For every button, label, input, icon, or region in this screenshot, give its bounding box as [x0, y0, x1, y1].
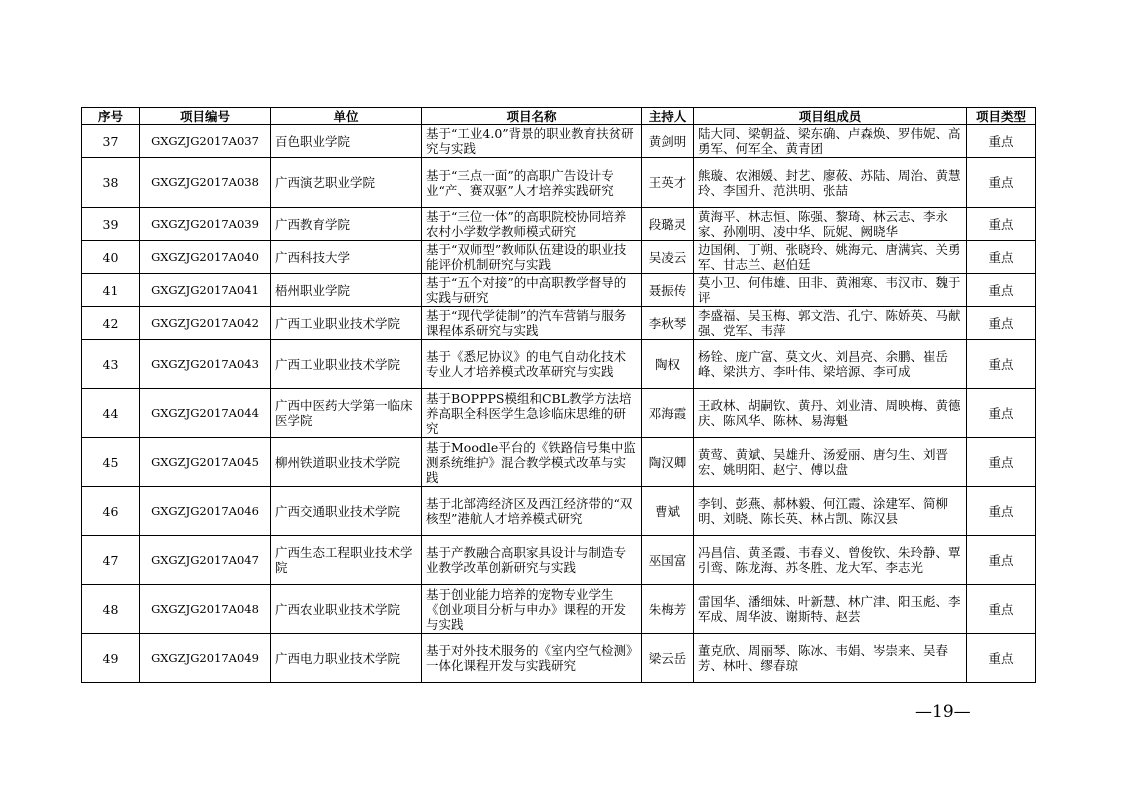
- cell-unit: 广西生态工程职业技术学院: [271, 536, 422, 585]
- page-number: —19—: [915, 702, 971, 722]
- table-row: [82, 158, 1036, 208]
- cell-members: 熊璇、农湘媛、封艺、廖莜、苏陆、周治、黄慧玲、李国升、范洪明、张喆: [694, 158, 967, 208]
- cell-no: 41: [82, 274, 140, 307]
- cell-no: 37: [82, 125, 140, 158]
- cell-no: 43: [82, 340, 140, 389]
- cell-host: 曹斌: [642, 487, 694, 536]
- table-row: [82, 241, 1036, 274]
- cell-host: 陶汉卿: [642, 438, 694, 487]
- cell-no: 44: [82, 389, 140, 438]
- cell-no: 38: [82, 158, 140, 208]
- cell-name: 基于产教融合高职家具设计与制造专业教学改革创新研究与实践: [422, 536, 642, 585]
- cell-host: 聂振传: [642, 274, 694, 307]
- table-row: [82, 274, 1036, 307]
- cell-code: GXGZJG2017A038: [140, 158, 271, 208]
- cell-name: 基于Moodle平台的《铁路信号集中监测系统维护》混合教学模式改革与实践: [422, 438, 642, 487]
- cell-host: 段璐灵: [642, 208, 694, 241]
- cell-code: GXGZJG2017A042: [140, 307, 271, 340]
- cell-unit: 广西交通职业技术学院: [271, 487, 422, 536]
- cell-name: 基于“双师型”教师队伍建设的职业技能评价机制研究与实践: [422, 241, 642, 274]
- cell-code: GXGZJG2017A039: [140, 208, 271, 241]
- cell-members: 冯昌信、黄圣霞、韦春义、曾俊钦、朱玲静、覃引鸾、陈龙海、苏冬胜、龙大军、李志光: [694, 536, 967, 585]
- cell-no: 49: [82, 634, 140, 683]
- cell-host: 朱梅芳: [642, 585, 694, 634]
- cell-type: 重点: [967, 438, 1036, 487]
- cell-unit: 广西工业职业技术学院: [271, 340, 422, 389]
- cell-unit: 广西演艺职业学院: [271, 158, 422, 208]
- cell-unit: 广西电力职业技术学院: [271, 634, 422, 683]
- cell-unit: 广西工业职业技术学院: [271, 307, 422, 340]
- cell-unit: 广西农业职业技术学院: [271, 585, 422, 634]
- table-row: [82, 634, 1036, 683]
- cell-code: GXGZJG2017A044: [140, 389, 271, 438]
- cell-type: 重点: [967, 158, 1036, 208]
- cell-no: 47: [82, 536, 140, 585]
- cell-type: 重点: [967, 634, 1036, 683]
- header-name: 项目名称: [422, 108, 642, 125]
- cell-host: 梁云岳: [642, 634, 694, 683]
- cell-code: GXGZJG2017A048: [140, 585, 271, 634]
- cell-host: 李秋琴: [642, 307, 694, 340]
- cell-type: 重点: [967, 307, 1036, 340]
- cell-unit: 广西中医药大学第一临床医学院: [271, 389, 422, 438]
- header-members: 项目组成员: [694, 108, 967, 125]
- table-row: [82, 340, 1036, 389]
- cell-members: 李钊、彭燕、郝林毅、何江霞、涂建军、简柳明、刘晓、陈长英、林占凯、陈汉县: [694, 487, 967, 536]
- table-header-row: [82, 108, 1036, 125]
- cell-host: 黄剑明: [642, 125, 694, 158]
- cell-no: 45: [82, 438, 140, 487]
- header-code: 项目编号: [140, 108, 271, 125]
- header-unit: 单位: [271, 108, 422, 125]
- cell-no: 40: [82, 241, 140, 274]
- cell-name: 基于对外技术服务的《室内空气检测》一体化课程开发与实践研究: [422, 634, 642, 683]
- project-table: [81, 107, 1036, 683]
- cell-code: GXGZJG2017A045: [140, 438, 271, 487]
- cell-code: GXGZJG2017A041: [140, 274, 271, 307]
- table-row: [82, 438, 1036, 487]
- cell-members: 王政林、胡嗣钦、黄丹、刘业清、周映梅、黄德庆、陈风华、陈林、易海魁: [694, 389, 967, 438]
- table-row: [82, 125, 1036, 158]
- cell-type: 重点: [967, 536, 1036, 585]
- cell-members: 杨铨、庞广富、莫文火、刘昌亮、余鹏、崔岳峰、梁洪方、李叶伟、梁培源、李可成: [694, 340, 967, 389]
- cell-name: 基于“三点一面”的高职广告设计专业“产、赛双驱”人才培养实践研究: [422, 158, 642, 208]
- cell-name: 基于《悉尼协议》的电气自动化技术专业人才培养模式改革研究与实践: [422, 340, 642, 389]
- cell-no: 48: [82, 585, 140, 634]
- cell-members: 陆大同、梁朝益、梁东确、卢森焕、罗伟妮、高勇军、何军全、黄青团: [694, 125, 967, 158]
- cell-members: 雷国华、潘细妹、叶新慧、林广津、阳玉彪、李军成、周华波、谢斯特、赵芸: [694, 585, 967, 634]
- cell-unit: 柳州铁道职业技术学院: [271, 438, 422, 487]
- table-row: [82, 389, 1036, 438]
- cell-unit: 广西科技大学: [271, 241, 422, 274]
- cell-no: 39: [82, 208, 140, 241]
- cell-no: 42: [82, 307, 140, 340]
- table-row: [82, 208, 1036, 241]
- cell-type: 重点: [967, 389, 1036, 438]
- cell-type: 重点: [967, 274, 1036, 307]
- cell-members: 莫小卫、何伟雄、田非、黄湘寒、韦汉市、魏于评: [694, 274, 967, 307]
- table-row: [82, 307, 1036, 340]
- cell-code: GXGZJG2017A046: [140, 487, 271, 536]
- cell-name: 基于“现代学徒制”的汽车营销与服务课程体系研究与实践: [422, 307, 642, 340]
- header-host: 主持人: [642, 108, 694, 125]
- cell-code: GXGZJG2017A040: [140, 241, 271, 274]
- cell-members: 黄海平、林志恒、陈强、黎琦、林云志、李永家、孙刚明、凌中华、阮妮、阙晓华: [694, 208, 967, 241]
- cell-unit: 广西教育学院: [271, 208, 422, 241]
- table-row: [82, 585, 1036, 634]
- cell-name: 基于“工业4.0”背景的职业教育扶贫研究与实践: [422, 125, 642, 158]
- cell-name: 基于创业能力培养的宠物专业学生《创业项目分析与申办》课程的开发与实践: [422, 585, 642, 634]
- cell-members: 边国俐、丁朔、张晓玲、姚海元、唐满宾、关勇军、甘志兰、赵伯廷: [694, 241, 967, 274]
- cell-type: 重点: [967, 208, 1036, 241]
- cell-type: 重点: [967, 487, 1036, 536]
- cell-name: 基于BOPPPS模组和CBL教学方法培养高职全科医学生急诊临床思维的研究: [422, 389, 642, 438]
- cell-host: 邓海霞: [642, 389, 694, 438]
- cell-type: 重点: [967, 585, 1036, 634]
- cell-code: GXGZJG2017A047: [140, 536, 271, 585]
- cell-unit: 梧州职业学院: [271, 274, 422, 307]
- cell-name: 基于“五个对接”的中高职教学督导的实践与研究: [422, 274, 642, 307]
- cell-host: 陶权: [642, 340, 694, 389]
- cell-no: 46: [82, 487, 140, 536]
- header-no: 序号: [82, 108, 140, 125]
- cell-members: 黄莺、黄斌、吴雄升、汤爱丽、唐匀生、刘晋宏、姚明阳、赵宁、傅以盘: [694, 438, 967, 487]
- cell-code: GXGZJG2017A037: [140, 125, 271, 158]
- cell-host: 吴凌云: [642, 241, 694, 274]
- cell-code: GXGZJG2017A049: [140, 634, 271, 683]
- cell-type: 重点: [967, 241, 1036, 274]
- cell-code: GXGZJG2017A043: [140, 340, 271, 389]
- cell-name: 基于“三位一体”的高职院校协同培养农村小学数学教师模式研究: [422, 208, 642, 241]
- table-row: [82, 487, 1036, 536]
- cell-host: 王英才: [642, 158, 694, 208]
- cell-members: 董克欣、周丽琴、陈冰、韦娟、岑崇来、吴春芳、林叶、缪春琼: [694, 634, 967, 683]
- cell-type: 重点: [967, 340, 1036, 389]
- cell-unit: 百色职业学院: [271, 125, 422, 158]
- table-row: [82, 536, 1036, 585]
- cell-host: 巫国富: [642, 536, 694, 585]
- header-type: 项目类型: [967, 108, 1036, 125]
- cell-name: 基于北部湾经济区及西江经济带的“双核型”港航人才培养模式研究: [422, 487, 642, 536]
- cell-members: 李盛福、吴玉梅、郭文浩、孔宁、陈娇英、马献强、党军、韦萍: [694, 307, 967, 340]
- cell-type: 重点: [967, 125, 1036, 158]
